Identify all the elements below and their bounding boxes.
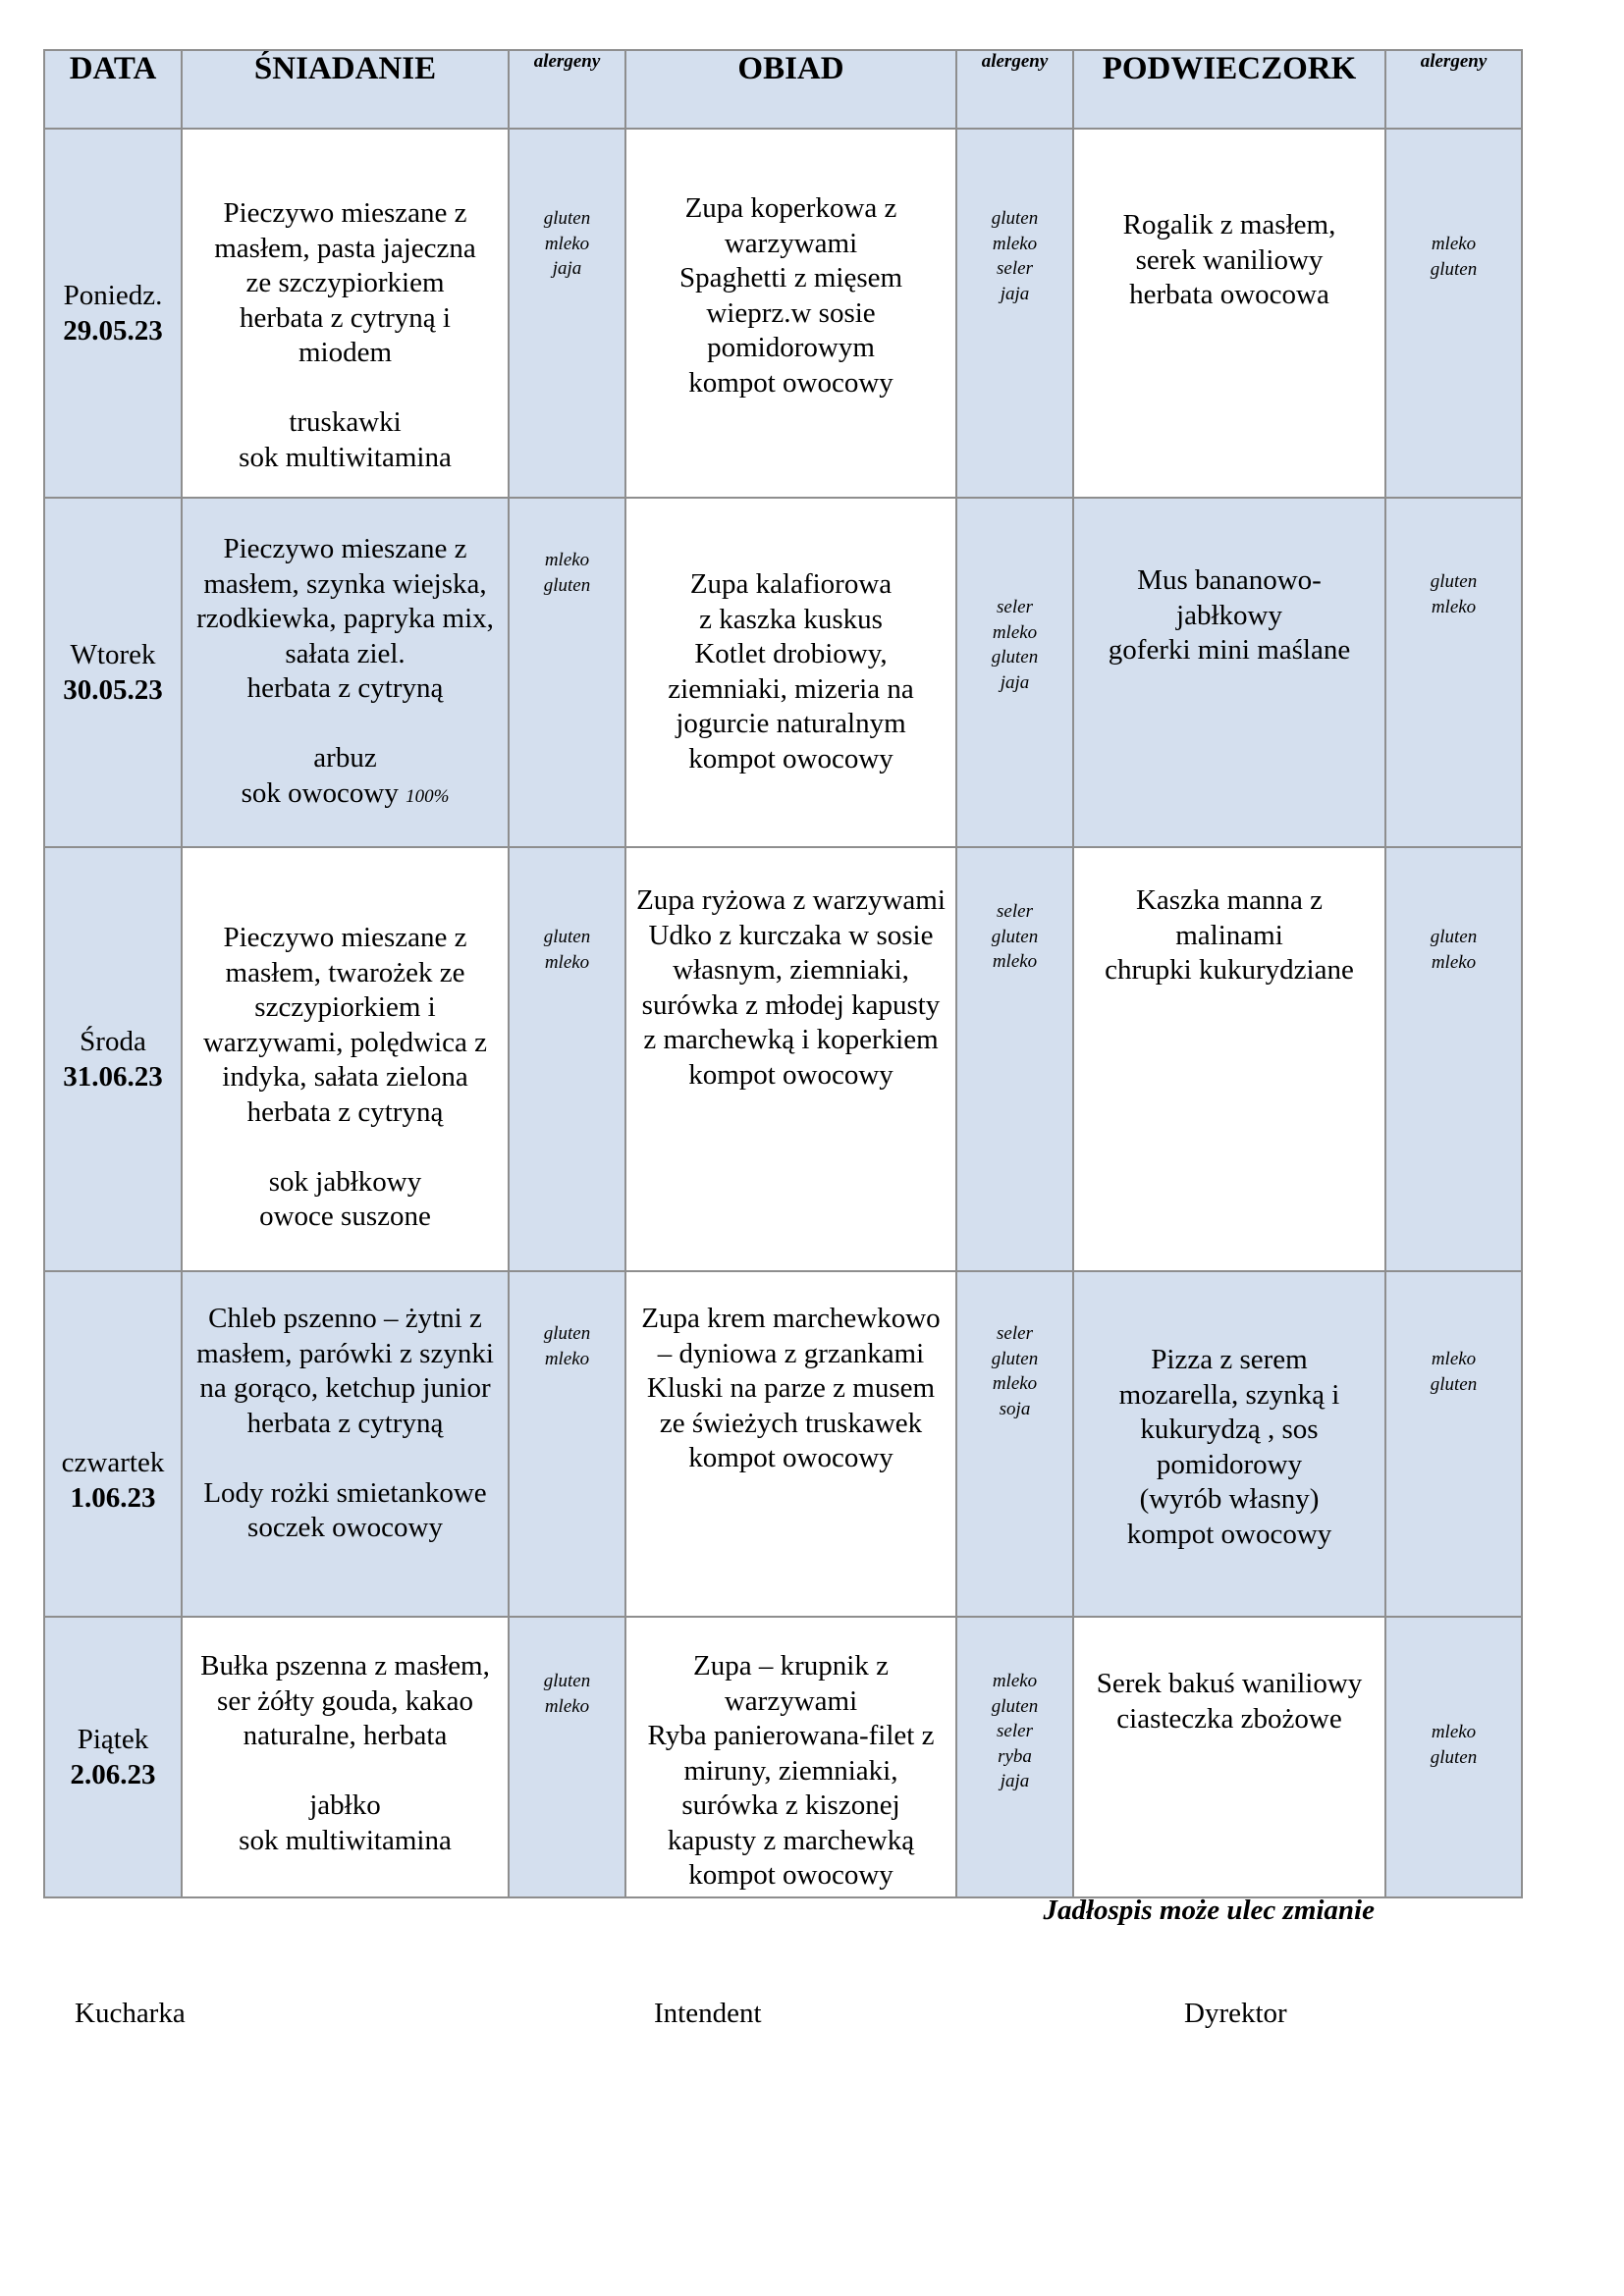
header-snack-allergens: alergeny [1385, 50, 1522, 129]
snack-cell: Kaszka manna z malinami chrupki kukurydziane [1073, 847, 1385, 1271]
day-date: 29.05.23 [63, 315, 163, 347]
day-name: Poniedz. [63, 280, 163, 311]
day-row-thursday [44, 1271, 1522, 1617]
lunch-cell: Zupa koperkowa z warzywami Spaghetti z mięsem wieprz.w sosie pomidorowym kompot owocowy [625, 129, 956, 498]
day-cell [44, 1617, 182, 1897]
breakfast-text: Pieczywo mieszane z masłem, szynka wiejska, rzodkiewka, papryka mix, sałata ziel. herbata z cytryną arbuz sok owocowy [196, 533, 494, 809]
day-date: 30.05.23 [63, 674, 163, 706]
breakfast-cell: Pieczywo mieszane z masłem, pasta jajeczna ze szczypiorkiem herbata z cytryną i miodem truskawki sok multiwitamina [182, 129, 509, 498]
lunch-allergens: seler gluten mleko [956, 847, 1073, 1271]
day-date: 2.06.23 [70, 1759, 156, 1790]
day-cell [44, 847, 182, 1271]
signature-director: Dyrektor [1184, 1998, 1287, 2029]
day-name: Piątek [77, 1724, 149, 1755]
header-breakfast: ŚNIADANIE [182, 50, 509, 129]
day-cell [44, 129, 182, 498]
breakfast-allergens: mleko gluten [509, 498, 625, 847]
menu-table [43, 49, 1523, 1898]
snack-cell: Serek bakuś waniliowy ciasteczka zbożowe [1073, 1617, 1385, 1897]
snack-cell: Mus bananowo- jabłkowy goferki mini maślane [1073, 498, 1385, 847]
snack-allergens: mleko gluten [1385, 1617, 1522, 1897]
header-lunch-allergens: alergeny [956, 50, 1073, 129]
header-row [44, 50, 1522, 129]
breakfast-allergens: gluten mleko [509, 847, 625, 1271]
day-row-wednesday [44, 847, 1522, 1271]
day-name: Środa [80, 1026, 146, 1057]
day-cell [44, 1271, 182, 1617]
juice-percent: 100% [406, 785, 450, 807]
day-row-monday [44, 129, 1522, 498]
day-date: 1.06.23 [70, 1482, 156, 1514]
lunch-allergens: gluten mleko seler jaja [956, 129, 1073, 498]
day-date: 31.06.23 [63, 1061, 163, 1093]
lunch-cell: Zupa ryżowa z warzywami Udko z kurczaka w sosie własnym, ziemniaki, surówka z młodej kapusty z marchewką i koperkiem kompot owocowy [625, 847, 956, 1271]
signature-steward: Intendent [654, 1998, 762, 2029]
lunch-cell: Zupa – krupnik z warzywami Ryba panierowana-filet z miruny, ziemniaki, surówka z kiszonej kapusty z marchewką kompot owocowy [625, 1617, 956, 1897]
header-breakfast-allergens: alergeny [509, 50, 625, 129]
snack-allergens: gluten mleko [1385, 498, 1522, 847]
breakfast-cell: Chleb pszenno – żytni z masłem, parówki z szynki na gorąco, ketchup junior herbata z cytryną Lody rożki smietankowe soczek owocowy [182, 1271, 509, 1617]
menu-change-note: Jadłospis może ulec zmianie [1043, 1895, 1375, 1926]
lunch-allergens: seler gluten mleko soja [956, 1271, 1073, 1617]
breakfast-allergens: gluten mleko jaja [509, 129, 625, 498]
day-row-tuesday [44, 498, 1522, 847]
snack-allergens: gluten mleko [1385, 847, 1522, 1271]
header-date: DATA [44, 50, 182, 129]
day-row-friday [44, 1617, 1522, 1897]
snack-allergens: mleko gluten [1385, 1271, 1522, 1617]
breakfast-cell [182, 498, 509, 847]
header-lunch: OBIAD [625, 50, 956, 129]
lunch-allergens: mleko gluten seler ryba jaja [956, 1617, 1073, 1897]
signature-cook: Kucharka [75, 1998, 186, 2029]
breakfast-allergens: gluten mleko [509, 1617, 625, 1897]
lunch-allergens: seler mleko gluten jaja [956, 498, 1073, 847]
day-cell [44, 498, 182, 847]
lunch-cell: Zupa kalafiorowa z kaszka kuskus Kotlet drobiowy, ziemniaki, mizeria na jogurcie naturalnym kompot owocowy [625, 498, 956, 847]
lunch-cell: Zupa krem marchewkowo – dyniowa z grzankami Kluski na parze z musem ze świeżych truskawek kompot owocowy [625, 1271, 956, 1617]
breakfast-cell: Pieczywo mieszane z masłem, twarożek ze szczypiorkiem i warzywami, polędwica z indyka, sałata zielona herbata z cytryną sok jabłkowy owoce suszone [182, 847, 509, 1271]
snack-cell: Rogalik z masłem, serek waniliowy herbata owocowa [1073, 129, 1385, 498]
day-name: czwartek [61, 1447, 165, 1478]
day-name: Wtorek [70, 639, 156, 670]
snack-allergens: mleko gluten [1385, 129, 1522, 498]
snack-cell: Pizza z serem mozarella, szynką i kukurydzą , sos pomidorowy (wyrób własny) kompot owocowy [1073, 1271, 1385, 1617]
breakfast-allergens: gluten mleko [509, 1271, 625, 1617]
header-snack: PODWIECZORK [1073, 50, 1385, 129]
breakfast-cell: Bułka pszenna z masłem, ser żółty gouda, kakao naturalne, herbata jabłko sok multiwitamina [182, 1617, 509, 1897]
